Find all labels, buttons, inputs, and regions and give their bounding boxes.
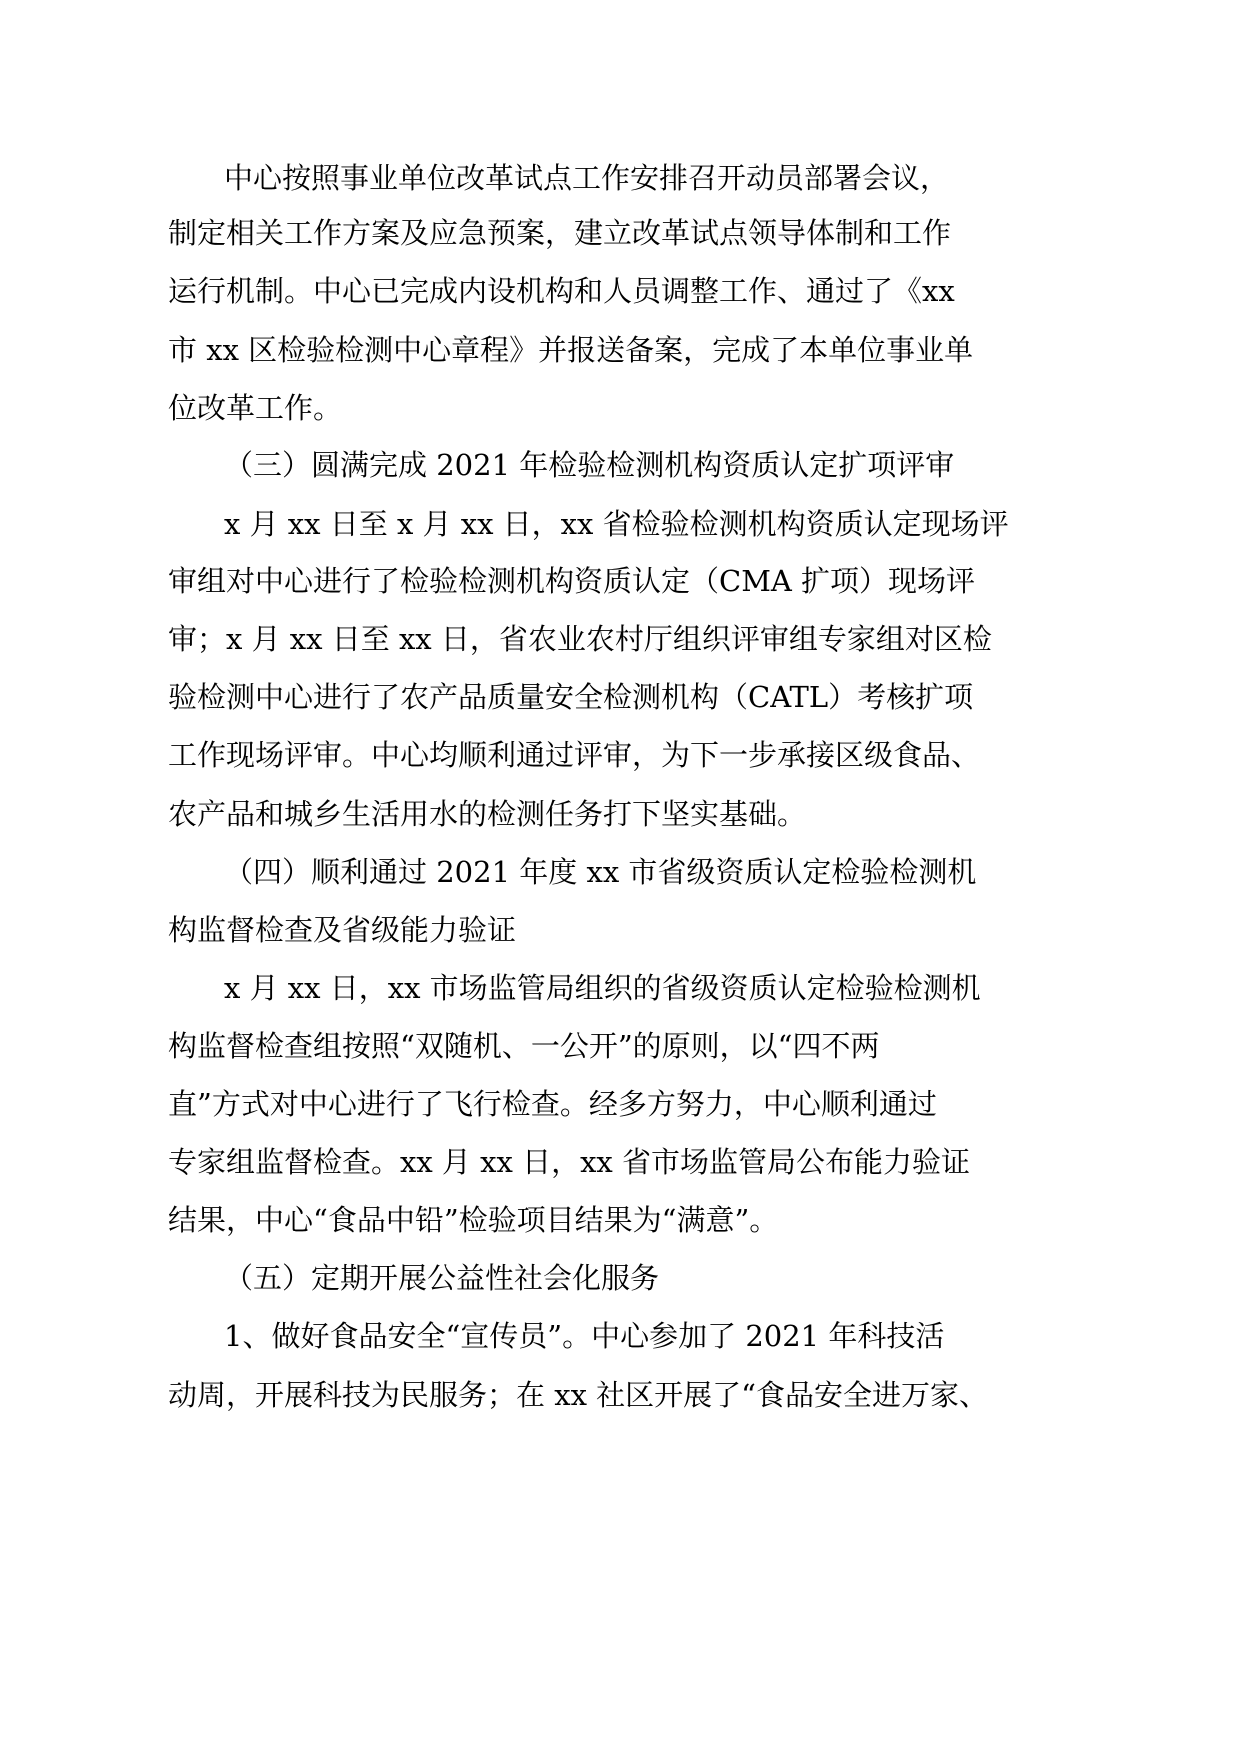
body-line: 直”方式对中心进行了飞行检查。经多方努力，中心顺利通过	[168, 1087, 937, 1121]
body-line: 结果，中心“食品中铅”检验项目结果为“满意”。	[168, 1203, 779, 1237]
body-line: 市 xx 区检验检测中心章程》并报送备案，完成了本单位事业单	[168, 333, 974, 367]
body-line: 工作现场评审。中心均顺利通过评审，为下一步承接区级食品、	[168, 738, 981, 772]
section-heading: 构监督检查及省级能力验证	[168, 913, 517, 947]
body-line: 验检测中心进行了农产品质量安全检测机构（CATL）考核扩项	[168, 680, 974, 714]
body-line: 中心按照事业单位改革试点工作安排召开动员部署会议，	[224, 161, 950, 195]
section-heading: （三）圆满完成 2021 年检验检测机构资质认定扩项评审	[224, 448, 955, 482]
body-line: 动周，开展科技为民服务；在 xx 社区开展了“食品安全进万家、	[168, 1378, 988, 1412]
body-line: 位改革工作。	[168, 391, 343, 425]
body-line: 审组对中心进行了检验检测机构资质认定（CMA 扩项）现场评	[168, 564, 976, 598]
section-heading: （四）顺利通过 2021 年度 xx 市省级资质认定检验检测机	[224, 855, 977, 889]
body-line: 1、做好食品安全“宣传员”。中心参加了 2021 年科技活	[224, 1319, 945, 1353]
body-line: 制定相关工作方案及应急预案，建立改革试点领导体制和工作	[168, 216, 952, 250]
body-line: 审；x 月 xx 日至 xx 日，省农业农村厅组织评审组专家组对区检	[168, 622, 992, 656]
body-line: 构监督检查组按照“双随机、一公开”的原则，以“四不两	[168, 1029, 880, 1063]
body-line: x 月 xx 日，xx 市场监管局组织的省级资质认定检验检测机	[224, 971, 981, 1005]
body-line: 专家组监督检查。xx 月 xx 日，xx 省市场监管局公布能力验证	[168, 1145, 971, 1179]
body-line: x 月 xx 日至 x 月 xx 日，xx 省检验检测机构资质认定现场评	[224, 507, 1009, 541]
section-heading: （五）定期开展公益性社会化服务	[224, 1261, 660, 1295]
body-line: 农产品和城乡生活用水的检测任务打下坚实基础。	[168, 797, 807, 831]
body-line: 运行机制。中心已完成内设机构和人员调整工作、通过了《xx	[168, 274, 955, 308]
